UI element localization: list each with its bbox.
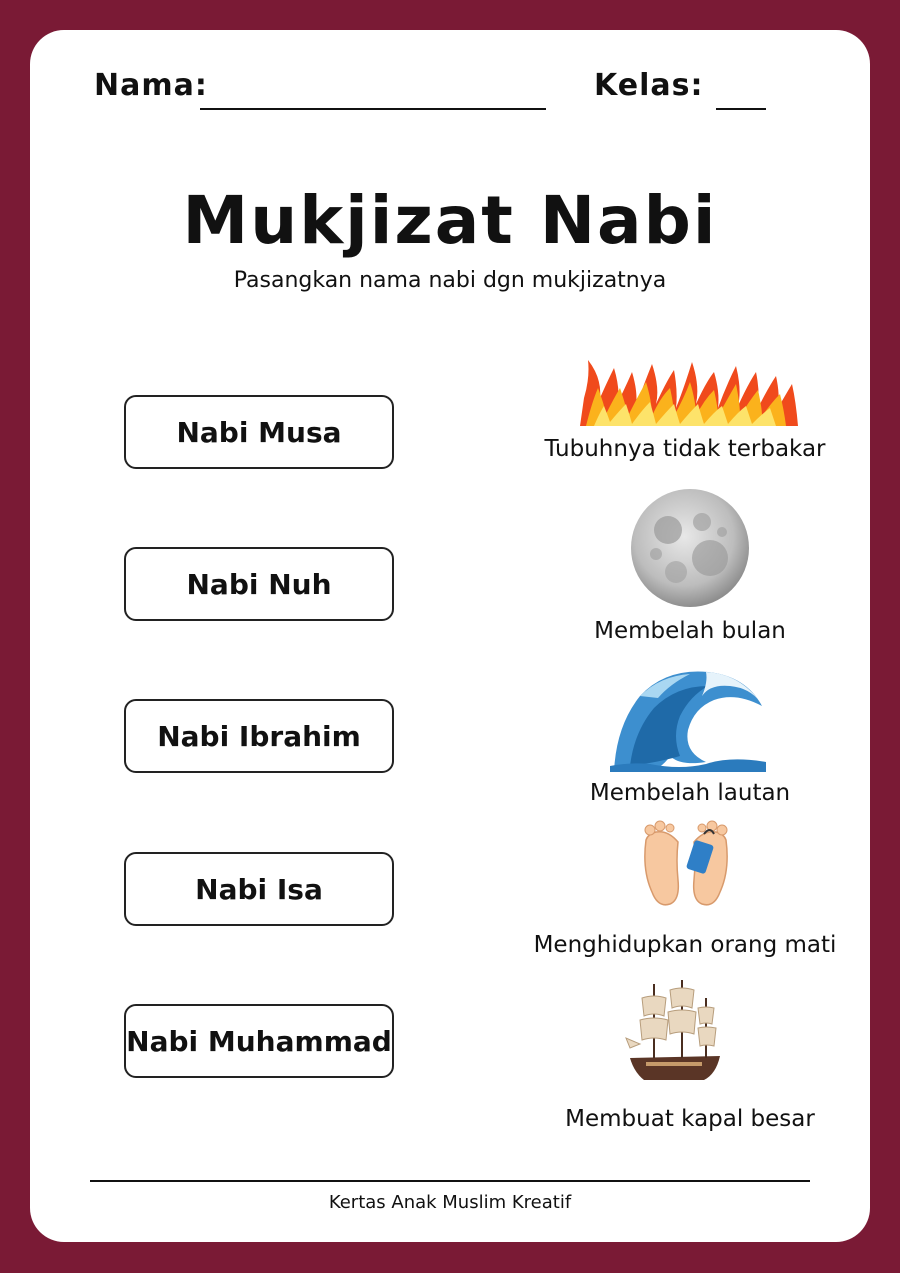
nabi-box-nuh[interactable]: Nabi Nuh bbox=[124, 547, 394, 621]
nama-label: Nama: bbox=[94, 68, 208, 103]
caption-tubuh-tidak-terbakar: Tubuhnya tidak terbakar bbox=[544, 436, 826, 462]
feet-tag-icon bbox=[638, 820, 734, 910]
page-title: Mukjizat Nabi bbox=[182, 182, 718, 259]
nabi-box-ibrahim[interactable]: Nabi Ibrahim bbox=[124, 699, 394, 773]
caption-membelah-bulan: Membelah bulan bbox=[594, 618, 786, 644]
nama-input-line[interactable] bbox=[200, 108, 546, 110]
nabi-box-musa[interactable]: Nabi Musa bbox=[124, 395, 394, 469]
ship-icon bbox=[624, 978, 726, 1084]
wave-icon bbox=[610, 666, 766, 774]
caption-menghidupkan-orang-mati: Menghidupkan orang mati bbox=[533, 932, 837, 958]
caption-membuat-kapal-besar: Membuat kapal besar bbox=[565, 1106, 815, 1132]
footer-divider bbox=[90, 1180, 810, 1182]
fire-icon bbox=[580, 358, 798, 426]
instruction-text: Pasangkan nama nabi dgn mukjizatnya bbox=[233, 268, 667, 293]
nabi-box-muhammad[interactable]: Nabi Muhammad bbox=[124, 1004, 394, 1078]
caption-membelah-lautan: Membelah lautan bbox=[589, 780, 791, 806]
kelas-label: Kelas: bbox=[594, 68, 704, 103]
moon-icon bbox=[630, 488, 750, 608]
nabi-box-isa[interactable]: Nabi Isa bbox=[124, 852, 394, 926]
footer-text: Kertas Anak Muslim Kreatif bbox=[328, 1192, 572, 1213]
worksheet bbox=[30, 30, 870, 1242]
kelas-input-line[interactable] bbox=[716, 108, 766, 110]
